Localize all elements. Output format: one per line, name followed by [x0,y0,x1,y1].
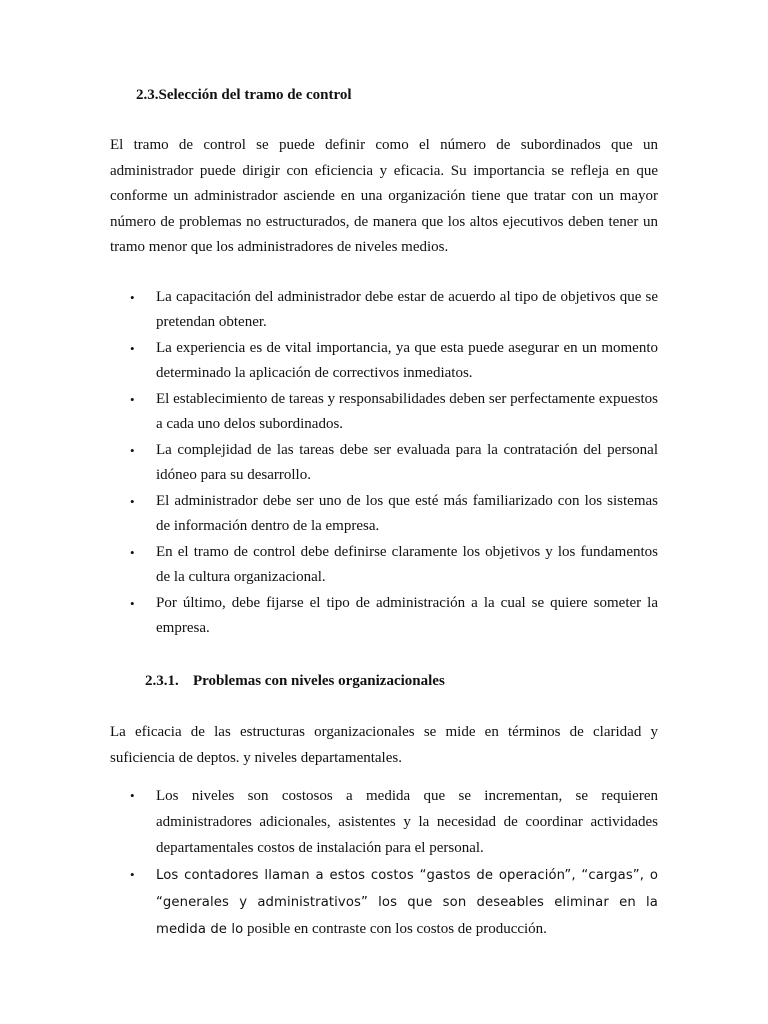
bullet-icon: • [130,392,135,407]
intro-paragraph: El tramo de control se puede definir como el número de subordinados que un administrador puede dirigir con eficiencia y eficacia. Su importancia se refleja en que conforme un administrador asciende en una organización tiene que tratar con un mayor número de problemas no estructurados, de manera que los altos ejecutivos deben tener un tramo menor que los administradores de niveles medios. [110,137,658,255]
list-item [110,862,658,943]
bullet-list-requirements [110,285,658,642]
bullet-icon: • [130,788,135,803]
list-item-text: Los niveles son costosos a medida que se incrementan, se requieren administradores adicionales, asistentes y la necesidad de coordinar actividades departamentales costos de instalación para el personal. [156,788,658,856]
list-item-text: Los contadores llaman a estos costos “gastos de operación”, “cargas”, o “generales y administrativos” los que son deseables eliminar en la medida de lo [156,868,658,937]
list-item [110,336,658,386]
list-item-text: En el tramo de control debe definirse claramente los objetivos y los fundamentos de la cultura organizacional. [156,544,658,585]
list-item [110,285,658,335]
list-item [110,489,658,539]
subsection-number: 2.3.1. [145,673,179,689]
list-item [110,783,658,861]
bullet-icon: • [130,341,135,356]
section-heading: 2.3.Selección del tramo de control [136,87,352,103]
bullet-icon: • [130,443,135,458]
list-item [110,438,658,488]
list-item [110,540,658,590]
bullet-icon: • [130,596,135,611]
subsection-title: Problemas con niveles organizacionales [193,673,445,689]
bullet-icon: • [130,290,135,305]
list-item-text: El administrador debe ser uno de los que esté más familiarizado con los sistemas de información dentro de la empresa. [156,493,658,534]
list-item [110,387,658,437]
list-item-text: La capacitación del administrador debe estar de acuerdo al tipo de objetivos que se pretendan obtener. [156,289,658,330]
bullet-list-costs [110,783,658,944]
list-item-text: El establecimiento de tareas y responsabilidades deben ser perfectamente expuestos a cada uno delos subordinados. [156,391,658,432]
list-item-text: La experiencia es de vital importancia, ya que esta puede asegurar en un momento determinado la aplicación de correctivos inmediatos. [156,340,658,381]
subsection-heading [145,671,445,691]
list-item-text-tail: posible en contraste con los costos de producción. [247,921,547,937]
bullet-icon: • [130,545,135,560]
list-item-text: Por último, debe fijarse el tipo de administración a la cual se quiere someter la empresa. [156,595,658,636]
list-item [110,591,658,641]
subsection-paragraph: La eficacia de las estructuras organizacionales se mide en términos de claridad y suficiencia de deptos. y niveles departamentales. [110,724,658,766]
bullet-icon: • [130,867,135,882]
list-item-text: La complejidad de las tareas debe ser evaluada para la contratación del personal idóneo para su desarrollo. [156,442,658,483]
bullet-icon: • [130,494,135,509]
